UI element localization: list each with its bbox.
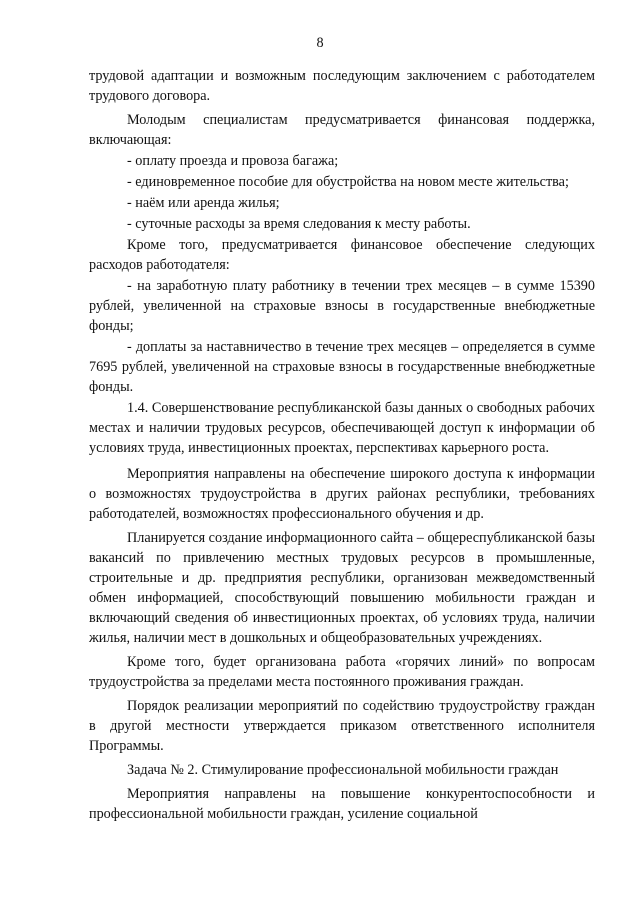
paragraph-procedure: Порядок реализации мероприятий по содействию трудоустройству граждан в другой местности утверждается приказом ответственного исполнителя Программы. <box>89 698 595 754</box>
page-number: 8 <box>316 35 324 51</box>
paragraph-measures-access: Мероприятия направлены на обеспечение широкого доступа к информации о возможностях трудоустройства в других районах республики, требованиях работодателей, возможностях профессионального обучения и др. <box>89 466 595 522</box>
paragraph-employer-expenses: Кроме того, предусматривается финансовое обеспечение следующих расходов работодателя: <box>89 237 595 273</box>
document-body <box>89 66 595 828</box>
paragraph-continuation: трудовой адаптации и возможным последующим заключением с работодателем трудового договора. <box>89 68 595 104</box>
paragraph-young-specialists: Молодым специалистам предусматривается финансовая поддержка, включающая: <box>89 112 595 148</box>
paragraph-task-2-measures: Мероприятия направлены на повышение конкурентоспособности и профессиональной мобильности граждан, усиление социальной <box>89 786 595 822</box>
list-item-allowance: - единовременное пособие для обустройства на новом месте жительства; <box>127 174 569 190</box>
section-heading-1-4: 1.4. Совершенствование республиканской базы данных о свободных рабочих местах и наличии трудовых ресурсов, обеспечивающей доступ к информации об условиях труда, инвестиционных проектах, перспективах карьерного роста. <box>89 400 595 456</box>
list-item-mentoring: - доплаты за наставничество в течение трех месяцев – определяется в сумме 7695 рублей, увеличенной на страховые взносы в государственные внебюджетные фонды. <box>89 339 595 395</box>
list-item-daily-expenses: - суточные расходы за время следования к месту работы. <box>127 216 471 232</box>
list-item-salary: - на заработную плату работнику в течении трех месяцев – в сумме 15390 рублей, увеличенной на страховые взносы в государственные внебюджетные фонды; <box>89 278 595 334</box>
list-item-housing: - наём или аренда жилья; <box>127 195 280 211</box>
list-item-travel: - оплату проезда и провоза багажа; <box>127 153 339 169</box>
paragraph-hotlines: Кроме того, будет организована работа «горячих линий» по вопросам трудоустройства за пределами места постоянного проживания граждан. <box>89 654 595 690</box>
paragraph-info-site: Планируется создание информационного сайта – общереспубликанской базы вакансий по привлечению местных трудовых ресурсов в промышленные, строительные и др. предприятия республики, организован межведомственный обмен информацией, способствующий повышению мобильности граждан и включающий сведения об инвестиционных проектах, об условиях труда, наличии жилья, наличии мест в дошкольных и общеобразовательных учреждениях. <box>89 530 595 646</box>
task-2-heading: Задача № 2. Стимулирование профессиональной мобильности граждан <box>127 762 559 778</box>
